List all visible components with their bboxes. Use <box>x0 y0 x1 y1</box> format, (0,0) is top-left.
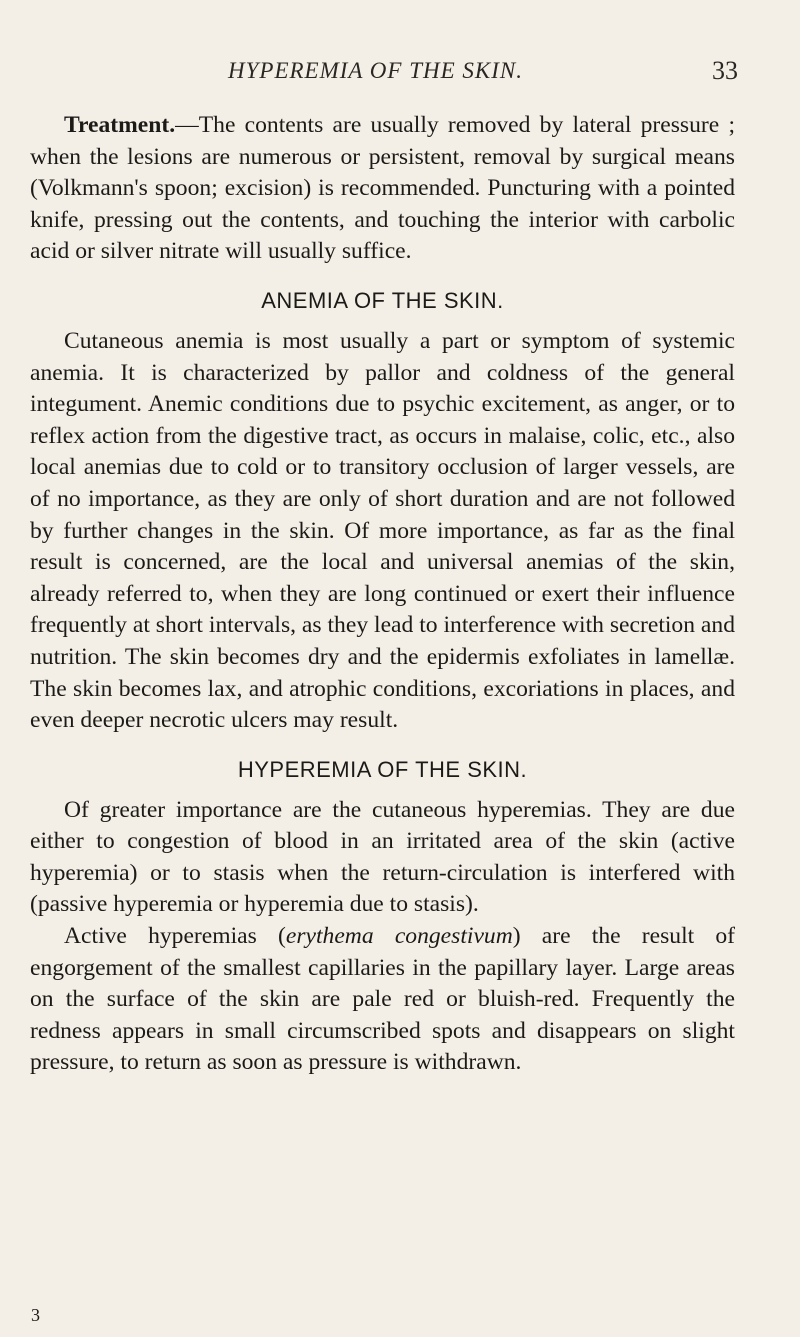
hyperemia-paragraph-1: Of greater importance are the cutaneous hyperemias. They are due either to congestion of blood in an irritated area of the skin (active hyperemia) or to stasis when the return-circulation is interfered with (passive hyperemia or hyperemia due to stasis). <box>30 796 735 918</box>
anemia-heading: ANEMIA OF THE SKIN. <box>261 287 504 313</box>
hyperemia-paragraph-2-start: Active hyperemias ( <box>64 923 286 950</box>
hyperemia-paragraph-2-end: ) are the result of engorgement of the smallest capillaries in the papillary layer. Large areas on the surface of the skin are pale red or bluish-red. Frequently the redness appears in small circumscribed spots and disappears on slight pressure, to return as soon as pressure is withdrawn. <box>30 923 736 1076</box>
treatment-paragraph <box>30 110 735 268</box>
hyperemia-paragraph-2 <box>30 921 735 1079</box>
running-title: HYPEREMIA OF THE SKIN. <box>228 58 524 83</box>
hyperemia-latin-term: erythema congestivum <box>285 923 513 950</box>
signature-mark: 3 <box>31 1305 40 1325</box>
anemia-paragraph: Cutaneous anemia is most usually a part or symptom of systemic anemia. It is characterized by pallor and coldness of the general integument. Anemic conditions due to psychic excitement, as anger, or to reflex action from the digestive tract, as occurs in malaise, colic, etc., also local anemias due to cold or to transitory occlusion of larger vessels, are of no importance, as they are only of short duration and are not followed by further changes in the skin. Of more importance, as far as the final result is concerned, are the local and universal anemias of the skin, already referred to, when they are long continued or exert their influence frequently at short intervals, as they lead to interference with secretion and nutrition. The skin becomes dry and the epidermis exfoliates in lamellæ. The skin becomes lax, and atrophic conditions, excoriations in places, and even deeper necrotic ulcers may result. <box>30 327 735 734</box>
page-number: 33 <box>712 56 738 85</box>
page-body <box>30 110 735 1079</box>
treatment-lead: Treatment. <box>64 112 176 138</box>
hyperemia-heading: HYPEREMIA OF THE SKIN. <box>237 756 528 782</box>
treatment-text: —The contents are usually removed by lateral pressure ; when the lesions are numerous or persistent, removal by surgical means (Volkmann's spoon; excision) is recommended. Puncturing with a pointed knife, pressing out the contents, and touching the interior with carbolic acid or silver nitrate will usually suffice. <box>30 112 735 265</box>
